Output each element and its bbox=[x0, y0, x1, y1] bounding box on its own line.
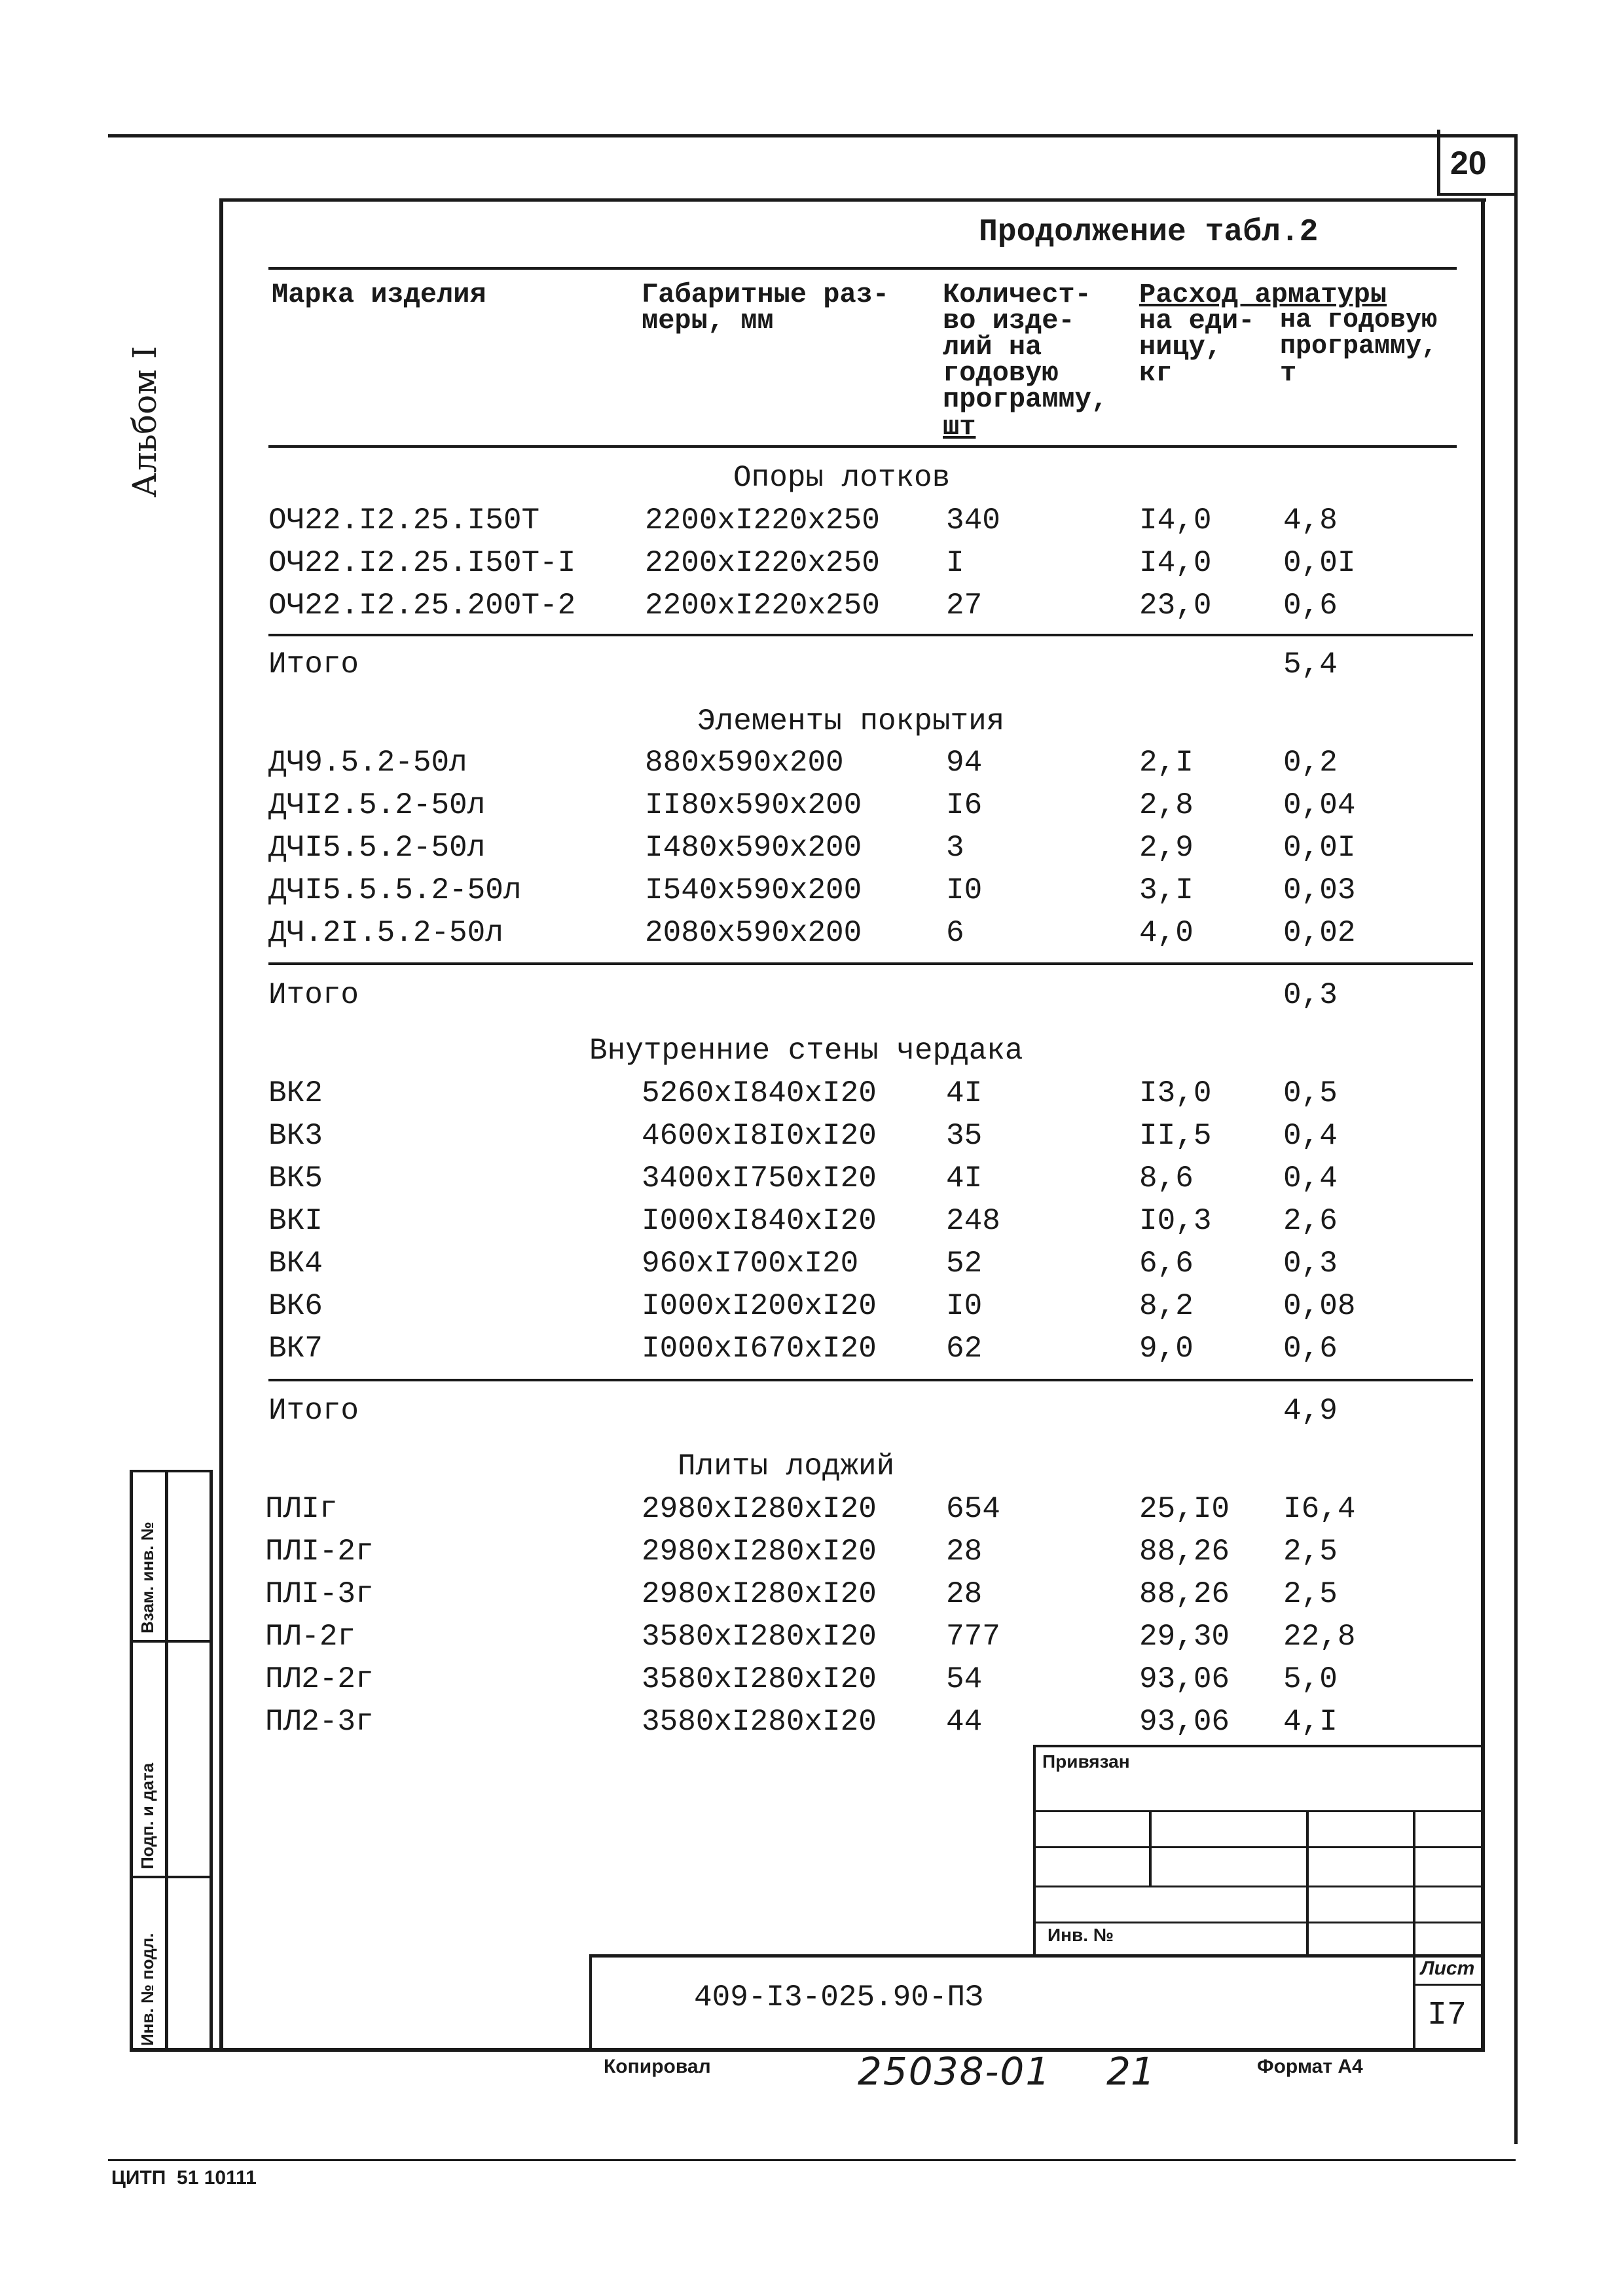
page-box-bottom bbox=[1437, 193, 1516, 196]
cell-per-unit: 9,0 bbox=[1139, 1332, 1194, 1366]
cell-qty: 6 bbox=[946, 916, 964, 950]
cell-per-program: 2,5 bbox=[1283, 1577, 1338, 1611]
cell-qty: 94 bbox=[946, 746, 983, 780]
cell-qty: 340 bbox=[946, 503, 1000, 538]
cell-mark: ВК7 bbox=[268, 1332, 323, 1366]
privyazan-row1 bbox=[1033, 1810, 1485, 1812]
cell-per-program: 0,4 bbox=[1283, 1119, 1338, 1153]
total-rule bbox=[268, 1379, 1473, 1381]
side-column-div1 bbox=[130, 1640, 213, 1643]
cell-dims: I000xI840xI20 bbox=[642, 1204, 877, 1238]
cell-mark: ВК5 bbox=[268, 1161, 323, 1195]
cell-per-program: 0,03 bbox=[1283, 873, 1356, 907]
side-column-div2 bbox=[130, 1876, 213, 1878]
cell-per-unit: 29,30 bbox=[1139, 1620, 1230, 1654]
cell-per-program: 0,02 bbox=[1283, 916, 1356, 950]
cell-per-unit: 23,0 bbox=[1139, 589, 1212, 623]
header-qty-4: годовую bbox=[943, 357, 1059, 389]
cell-dims: 2980xI280xI20 bbox=[642, 1492, 877, 1526]
cell-mark: ПЛ2-2г bbox=[265, 1662, 374, 1696]
cell-mark: ДЧI2.5.2-50л bbox=[268, 788, 486, 822]
cell-per-unit: 8,6 bbox=[1139, 1161, 1194, 1195]
header-rebar: Расход арматуры bbox=[1139, 279, 1387, 310]
continuation-title: Продолжение табл.2 bbox=[979, 215, 1319, 250]
frame-left bbox=[219, 198, 223, 2051]
cell-dims: 2980xI280xI20 bbox=[642, 1535, 877, 1569]
privyazan-top bbox=[1033, 1745, 1485, 1747]
cell-per-unit: I4,0 bbox=[1139, 546, 1212, 580]
cell-per-program: 4,8 bbox=[1283, 503, 1338, 538]
handwritten-num: 21 bbox=[1106, 2049, 1155, 2094]
cell-mark: ПЛIг bbox=[265, 1492, 338, 1526]
header-dims-1: Габаритные раз- bbox=[642, 279, 890, 310]
frame-bottom bbox=[131, 2048, 1485, 2052]
cell-dims: 960xI700xI20 bbox=[642, 1247, 859, 1281]
cell-per-program: 5,0 bbox=[1283, 1662, 1338, 1696]
cell-dims: 3580xI280xI20 bbox=[642, 1705, 877, 1739]
album-label: Альбом I bbox=[126, 346, 164, 498]
top-rule bbox=[108, 134, 1516, 137]
frame-top bbox=[219, 198, 1486, 202]
cell-qty: 52 bbox=[946, 1247, 983, 1281]
cell-per-unit: 6,6 bbox=[1139, 1247, 1194, 1281]
cell-dims: 2080x590x200 bbox=[645, 916, 862, 950]
cell-per-program: 0,2 bbox=[1283, 746, 1338, 780]
cell-qty: 248 bbox=[946, 1204, 1000, 1238]
section-title: Элементы покрытия bbox=[697, 704, 1005, 738]
cell-per-unit: 4,0 bbox=[1139, 916, 1194, 950]
header-per-unit-1: на еди- bbox=[1139, 305, 1255, 337]
doc-box-top bbox=[589, 1954, 1485, 1958]
cell-mark: ОЧ22.I2.25.I50Т bbox=[268, 503, 540, 538]
section-title: Опоры лотков bbox=[733, 461, 951, 495]
cell-dims: 4600xI8I0xI20 bbox=[642, 1119, 877, 1153]
total-value: 5,4 bbox=[1283, 647, 1338, 682]
list-value: I7 bbox=[1427, 1997, 1467, 2034]
cell-mark: ОЧ22.I2.25.I50Т-I bbox=[268, 546, 576, 580]
cell-per-program: 0,0I bbox=[1283, 831, 1356, 865]
header-qty-3: лий на bbox=[943, 331, 1042, 363]
cell-mark: ДЧI5.5.5.2-50л bbox=[268, 873, 522, 907]
page-number: 20 bbox=[1450, 145, 1487, 181]
cell-dims: 2200xI220x250 bbox=[645, 546, 880, 580]
kopiroval-label: Копировал bbox=[604, 2056, 711, 2077]
cell-mark: ВК6 bbox=[268, 1289, 323, 1323]
cell-per-program: 22,8 bbox=[1283, 1620, 1356, 1654]
cell-qty: 54 bbox=[946, 1662, 983, 1696]
cell-mark: ПЛI-2г bbox=[265, 1535, 374, 1569]
cell-qty: 44 bbox=[946, 1705, 983, 1739]
inv-no-label: Инв. № bbox=[1048, 1925, 1114, 1945]
list-label: Лист bbox=[1421, 1958, 1475, 1979]
header-mark: Марка изделия bbox=[272, 279, 486, 310]
cell-qty: I6 bbox=[946, 788, 983, 822]
cell-qty: 28 bbox=[946, 1577, 983, 1611]
cell-per-unit: 2,9 bbox=[1139, 831, 1194, 865]
bottom-left-label: ЦИТП 51 10111 bbox=[111, 2167, 257, 2189]
cell-qty: 3 bbox=[946, 831, 964, 865]
doc-box-list-row bbox=[1413, 1984, 1485, 1986]
cell-dims: 2200xI220x250 bbox=[645, 503, 880, 538]
header-qty-2: во изде- bbox=[943, 305, 1075, 337]
cell-qty: 35 bbox=[946, 1119, 983, 1153]
cell-per-unit: 2,I bbox=[1139, 746, 1194, 780]
cell-per-unit: I4,0 bbox=[1139, 503, 1212, 538]
bottom-rule bbox=[108, 2159, 1516, 2161]
privyazan-row3 bbox=[1033, 1886, 1485, 1887]
cell-qty: 4I bbox=[946, 1161, 983, 1195]
vzam-label: Взам. инв. № bbox=[137, 1522, 157, 1633]
cell-dims: 880x590x200 bbox=[645, 746, 844, 780]
total-value: 4,9 bbox=[1283, 1394, 1338, 1428]
cell-per-unit: 88,26 bbox=[1139, 1577, 1230, 1611]
cell-per-program: I6,4 bbox=[1283, 1492, 1356, 1526]
cell-per-program: 0,08 bbox=[1283, 1289, 1356, 1323]
cell-per-unit: I3,0 bbox=[1139, 1076, 1212, 1110]
total-value: 0,3 bbox=[1283, 978, 1338, 1012]
cell-qty: I bbox=[946, 546, 964, 580]
podp-label: Подп. и дата bbox=[137, 1762, 157, 1869]
cell-qty: 28 bbox=[946, 1535, 983, 1569]
cell-mark: ПЛ2-3г bbox=[265, 1705, 374, 1739]
header-qty-6: шт bbox=[943, 411, 976, 443]
total-label: Итого bbox=[268, 978, 359, 1012]
cell-per-unit: 25,I0 bbox=[1139, 1492, 1230, 1526]
header-per-unit-3: кг bbox=[1139, 357, 1173, 389]
cell-dims: I000xI200xI20 bbox=[642, 1289, 877, 1323]
cell-per-program: 0,6 bbox=[1283, 589, 1338, 623]
cell-qty: I0 bbox=[946, 873, 983, 907]
cell-per-program: 4,I bbox=[1283, 1705, 1338, 1739]
cell-dims: I000xI670xI20 bbox=[642, 1332, 877, 1366]
total-rule bbox=[268, 962, 1473, 965]
cell-dims: II80x590x200 bbox=[645, 788, 862, 822]
privyazan-col2 bbox=[1306, 1810, 1309, 1954]
header-per-program-2: программу, bbox=[1280, 332, 1438, 361]
total-label: Итого bbox=[268, 1394, 359, 1428]
header-qty-1: Количест- bbox=[943, 279, 1091, 310]
privyazan-row4 bbox=[1033, 1922, 1485, 1923]
cell-dims: I540x590x200 bbox=[645, 873, 862, 907]
header-per-program-3: т bbox=[1280, 357, 1297, 389]
cell-dims: 2200xI220x250 bbox=[645, 589, 880, 623]
cell-per-unit: 2,8 bbox=[1139, 788, 1194, 822]
cell-dims: 2980xI280xI20 bbox=[642, 1577, 877, 1611]
cell-per-unit: 93,06 bbox=[1139, 1662, 1230, 1696]
cell-dims: 3580xI280xI20 bbox=[642, 1662, 877, 1696]
side-column-top bbox=[130, 1470, 213, 1472]
cell-per-program: 0,3 bbox=[1283, 1247, 1338, 1281]
cell-mark: ВКI bbox=[268, 1204, 323, 1238]
section-title: Внутренние стены чердака bbox=[589, 1034, 1023, 1068]
frame-right-outer bbox=[1514, 134, 1518, 2144]
cell-per-program: 0,5 bbox=[1283, 1076, 1338, 1110]
frame-right bbox=[1481, 198, 1485, 2051]
cell-mark: ДЧ9.5.2-50л bbox=[268, 746, 467, 780]
section-title: Плиты лоджий bbox=[678, 1449, 895, 1484]
cell-per-unit: 8,2 bbox=[1139, 1289, 1194, 1323]
cell-per-unit: II,5 bbox=[1139, 1119, 1212, 1153]
cell-mark: ПЛ-2г bbox=[265, 1620, 356, 1654]
cell-qty: 62 bbox=[946, 1332, 983, 1366]
total-rule bbox=[268, 634, 1473, 636]
header-top-rule bbox=[268, 267, 1457, 270]
cell-per-program: 0,0I bbox=[1283, 546, 1356, 580]
cell-mark: ВК4 bbox=[268, 1247, 323, 1281]
cell-qty: 654 bbox=[946, 1492, 1000, 1526]
side-column-mid bbox=[165, 1470, 168, 2052]
cell-per-program: 2,5 bbox=[1283, 1535, 1338, 1569]
privyazan-col3 bbox=[1413, 1810, 1415, 1954]
doc-box-list-left bbox=[1413, 1954, 1415, 2051]
cell-qty: 777 bbox=[946, 1620, 1000, 1654]
cell-mark: ПЛI-3г bbox=[265, 1577, 374, 1611]
handwritten-code: 25038-01 bbox=[858, 2049, 1051, 2094]
doc-code: 409-I3-025.90-ПЗ bbox=[694, 1980, 983, 2014]
privyazan-row2 bbox=[1033, 1846, 1485, 1848]
header-per-unit-2: ницу, bbox=[1139, 331, 1222, 363]
cell-dims: I480x590x200 bbox=[645, 831, 862, 865]
cell-mark: ВК3 bbox=[268, 1119, 323, 1153]
header-bottom-rule bbox=[268, 445, 1457, 448]
cell-per-unit: 3,I bbox=[1139, 873, 1194, 907]
cell-mark: ДЧI5.5.2-50л bbox=[268, 831, 486, 865]
cell-per-unit: 93,06 bbox=[1139, 1705, 1230, 1739]
header-qty-5: программу, bbox=[943, 384, 1108, 415]
doc-box-left bbox=[589, 1954, 592, 2051]
cell-mark: ВК2 bbox=[268, 1076, 323, 1110]
privyazan-label: Привязан bbox=[1042, 1751, 1130, 1772]
format-label: Формат А4 bbox=[1257, 2056, 1363, 2077]
cell-per-program: 0,04 bbox=[1283, 788, 1356, 822]
cell-dims: 3580xI280xI20 bbox=[642, 1620, 877, 1654]
cell-per-program: 2,6 bbox=[1283, 1204, 1338, 1238]
cell-qty: I0 bbox=[946, 1289, 983, 1323]
header-dims-2: меры, мм bbox=[642, 305, 774, 337]
side-column-left bbox=[130, 1470, 133, 2052]
cell-per-program: 0,4 bbox=[1283, 1161, 1338, 1195]
page-box-left bbox=[1437, 130, 1440, 195]
side-column-right bbox=[210, 1470, 213, 2052]
cell-dims: 5260xI840xI20 bbox=[642, 1076, 877, 1110]
total-label: Итого bbox=[268, 647, 359, 682]
cell-dims: 3400xI750xI20 bbox=[642, 1161, 877, 1195]
cell-qty: 27 bbox=[946, 589, 983, 623]
cell-per-unit: 88,26 bbox=[1139, 1535, 1230, 1569]
cell-per-unit: I0,3 bbox=[1139, 1204, 1212, 1238]
inv-podl-label: Инв. № подл. bbox=[137, 1933, 157, 2046]
cell-qty: 4I bbox=[946, 1076, 983, 1110]
cell-per-program: 0,6 bbox=[1283, 1332, 1338, 1366]
cell-mark: ОЧ22.I2.25.200Т-2 bbox=[268, 589, 576, 623]
header-per-program-1: на годовую bbox=[1280, 306, 1438, 335]
cell-mark: ДЧ.2I.5.2-50л bbox=[268, 916, 503, 950]
privyazan-col1 bbox=[1149, 1810, 1152, 1886]
